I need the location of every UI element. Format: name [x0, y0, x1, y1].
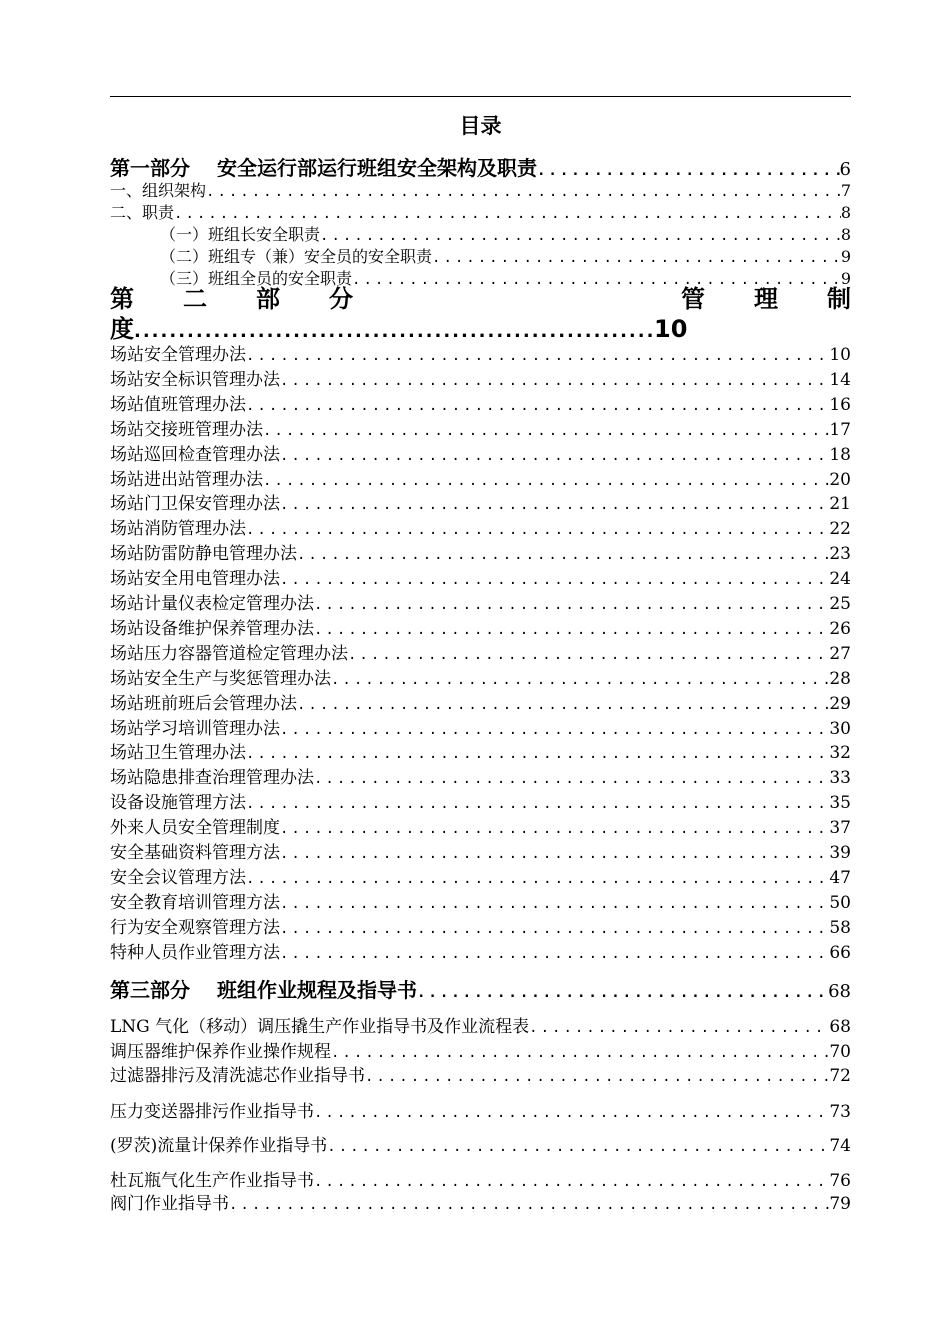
part2-char: 二: [183, 285, 207, 313]
leader-dots: [280, 373, 829, 389]
toc-entry-page: 23: [829, 544, 851, 565]
toc-entry[interactable]: [110, 514, 851, 539]
leader-dots: [229, 1197, 829, 1213]
toc-entry-page: 20: [829, 469, 851, 490]
toc-entry[interactable]: [110, 1061, 851, 1086]
leader-dots: [280, 722, 829, 738]
toc-entry-label: 过滤器排污及清洗滤芯作业指导书: [110, 1066, 365, 1086]
toc-entry-page: 58: [829, 917, 851, 938]
toc-entry-label: 场站安全标识管理办法: [110, 369, 280, 390]
part2-char: 第: [110, 285, 134, 313]
toc-entry-page: 33: [829, 768, 851, 789]
toc-entry-page: 74: [829, 1136, 851, 1156]
toc-entry[interactable]: [110, 539, 851, 564]
leader-dots: [280, 821, 829, 837]
toc-entry[interactable]: [110, 689, 851, 714]
part3-page: 68: [828, 981, 851, 1002]
leader-dots: [417, 985, 828, 1001]
toc-entry-page: 47: [829, 867, 851, 888]
toc-entry[interactable]: [110, 1131, 851, 1156]
toc-entry-label: 场站计量仪表检定管理办法: [110, 594, 314, 614]
part3-label: 第三部分 班组作业规程及指导书: [110, 978, 417, 1002]
toc-entry[interactable]: [110, 1189, 851, 1214]
toc-entry[interactable]: 一、组织架构 ..... 7: [110, 178, 851, 201]
leader-dots: [263, 423, 829, 439]
toc-entry-label: LNG 气化（移动）调压撬生产作业指导书及作业流程表: [110, 1017, 530, 1037]
toc-entry[interactable]: [110, 614, 851, 639]
part2-page: 10: [654, 315, 688, 343]
toc-entry-page: 76: [829, 1171, 851, 1191]
leader-dots: [280, 921, 829, 937]
leader-dots: [246, 348, 829, 364]
toc-entry[interactable]: [110, 738, 851, 763]
toc-entry-label: 场站巡回检查管理办法: [110, 444, 280, 465]
toc-entry-label: 杜瓦瓶气化生产作业指导书: [110, 1171, 314, 1191]
toc-subentry[interactable]: （三）班组全员的安全职责 ..... 9: [110, 266, 851, 289]
toc-entry-label: 外来人员安全管理制度: [110, 818, 280, 839]
part1-label: 第一部分 安全运行部运行班组安全架构及职责: [110, 156, 537, 178]
leader-dots: [263, 473, 829, 489]
leader-dots: [246, 871, 829, 887]
toc-entry-label: 安全教育培训管理方法: [110, 892, 280, 913]
toc-entry-label: 场站安全管理办法: [110, 345, 246, 365]
toc-entry-page: 16: [829, 394, 851, 415]
part2-char: 分: [329, 285, 353, 313]
toc-entry-label: 场站交接班管理办法: [110, 419, 263, 440]
leader-dots: [246, 796, 829, 812]
toc-entry-label: 场站进出站管理办法: [110, 469, 263, 490]
toc-entry[interactable]: [110, 838, 851, 863]
toc-entry[interactable]: [110, 813, 851, 838]
toc-entry-label: 安全基础资料管理方法: [110, 843, 280, 863]
toc-entry[interactable]: [110, 465, 851, 490]
toc-entry[interactable]: [110, 440, 851, 465]
toc-entry-label: 场站值班管理办法: [110, 394, 246, 415]
toc-entry[interactable]: [110, 714, 851, 739]
toc-entry-label: 场站隐患排查治理管理办法: [110, 768, 314, 789]
leader-dots: [246, 398, 829, 414]
leader-dots: [246, 522, 829, 538]
toc-entry-page: 70: [829, 1042, 851, 1062]
toc-entry-page: 26: [829, 618, 851, 639]
leader-dots: [314, 597, 829, 613]
leader-dots: [327, 1139, 829, 1155]
leader-dots: [280, 946, 829, 962]
toc-entry-page: 68: [829, 1017, 851, 1037]
toc-entry-page: 66: [829, 942, 851, 963]
part2-char: 理: [754, 285, 778, 313]
toc-entry-page: 39: [829, 843, 851, 863]
toc-entry[interactable]: [110, 415, 851, 440]
toc-entry-label: 场站防雷防静电管理办法: [110, 544, 297, 565]
toc-entry[interactable]: [110, 913, 851, 938]
toc-entry-label: 场站班前班后会管理办法: [110, 693, 297, 714]
toc-entry-page: 10: [829, 345, 851, 365]
toc-entry-label: 设备设施管理方法: [110, 793, 246, 814]
toc-entry[interactable]: [110, 1166, 851, 1191]
leader-dots: [314, 771, 829, 787]
toc-entry-page: 35: [829, 793, 851, 814]
toc-title: 目录: [459, 114, 502, 138]
toc-entry[interactable]: [110, 763, 851, 788]
part3-heading[interactable]: [110, 974, 851, 1002]
toc-entry[interactable]: [110, 863, 851, 888]
toc-subentry[interactable]: （二）班组专（兼）安全员的安全职责 ..... 9: [110, 244, 851, 267]
toc-entry-label: 行为安全观察管理方法: [110, 917, 280, 938]
toc-entry-label: 场站消防管理办法: [110, 519, 246, 540]
toc-entry[interactable]: [110, 888, 851, 913]
leader-dots: [314, 622, 829, 638]
toc-entry[interactable]: [110, 1097, 851, 1122]
toc-entry-page: 29: [829, 693, 851, 714]
leader-dots: [314, 1105, 829, 1121]
part1-heading[interactable]: [110, 152, 851, 178]
leader-dots: [297, 547, 829, 563]
toc-entry-page: 72: [829, 1066, 851, 1086]
toc-entry-label: 场站门卫保安管理办法: [110, 494, 280, 515]
part2-heading[interactable]: [110, 284, 851, 314]
toc-entry-page: 14: [829, 369, 851, 390]
toc-entry[interactable]: [110, 489, 851, 514]
toc-entry[interactable]: [110, 788, 851, 813]
toc-entry-page: 24: [829, 569, 851, 590]
leader-dots: [280, 572, 829, 588]
toc-entry-page: 79: [829, 1194, 851, 1214]
toc-subentry[interactable]: （一）班组长安全职责 ..... 8: [110, 222, 851, 245]
toc-entry-label: 场站卫生管理办法: [110, 743, 246, 764]
toc-entry[interactable]: 二、职责 ..... 8: [110, 200, 851, 223]
toc-entry-page: 32: [829, 743, 851, 764]
leader-dots: [348, 647, 829, 663]
toc-entry[interactable]: [110, 639, 851, 664]
toc-entry-label: 场站安全生产与奖惩管理办法: [110, 668, 331, 689]
leader-dots: [529, 1020, 829, 1036]
leader-dots: [280, 896, 829, 912]
toc-entry-page: 21: [829, 494, 851, 515]
toc-entry-label: (罗茨)流量计保养作业指导书: [110, 1136, 328, 1156]
part2-char: 管: [681, 285, 705, 313]
toc-entry-page: 73: [829, 1102, 851, 1122]
toc-entry-page: 25: [829, 594, 851, 614]
toc-entry[interactable]: [110, 938, 851, 963]
toc-entry-page: 17: [829, 419, 851, 440]
toc-entry-label: 压力变送器排污作业指导书: [110, 1102, 314, 1122]
toc-entry-label: 场站压力容器管道检定管理办法: [110, 643, 348, 664]
toc-entry[interactable]: [110, 365, 851, 390]
leader-dots: [331, 672, 829, 688]
toc-entry[interactable]: [110, 564, 851, 589]
toc-entry-page: 30: [829, 718, 851, 739]
toc-entry[interactable]: [110, 390, 851, 415]
leader-dots: [537, 163, 840, 178]
toc-entry-label: 阀门作业指导书: [110, 1194, 229, 1214]
toc-entry-label: 场站学习培训管理办法: [110, 718, 280, 739]
toc-entry-page: 22: [829, 519, 851, 540]
toc-entry[interactable]: [110, 664, 851, 689]
header-rule: [110, 96, 851, 97]
toc-entry-label: 调压器维护保养作业操作规程: [110, 1042, 331, 1062]
part2-label: 度: [110, 315, 134, 343]
toc-entry-label: 安全会议管理方法: [110, 867, 246, 888]
toc-entry-page: 28: [829, 668, 851, 689]
toc-entry[interactable]: [110, 1012, 851, 1037]
toc-entry-label: 场站设备维护保养管理办法: [110, 618, 314, 639]
leader-dots: [297, 697, 829, 713]
leader-dots: [280, 846, 829, 862]
part2-char: 部: [256, 285, 280, 313]
leader-dots: [246, 746, 829, 762]
toc-entry-page: 18: [829, 444, 851, 465]
part1-page: 6: [839, 159, 851, 178]
leader-dots: [280, 448, 829, 464]
leader-dots: [331, 1045, 829, 1061]
part2-char: 制: [827, 285, 851, 313]
toc-entry-label: 场站安全用电管理办法: [110, 569, 280, 590]
toc-entry-label: 特种人员作业管理方法: [110, 942, 280, 963]
toc-entry[interactable]: [110, 589, 851, 614]
toc-entry-page: 27: [829, 643, 851, 664]
toc-entry-page: 37: [829, 818, 851, 839]
leader-dots: [314, 1174, 829, 1190]
toc-entry[interactable]: [110, 1037, 851, 1062]
leader-dots: [365, 1069, 829, 1085]
toc-entry[interactable]: [110, 340, 851, 365]
toc-entry-page: 50: [829, 892, 851, 913]
leader-dots: [280, 497, 829, 513]
